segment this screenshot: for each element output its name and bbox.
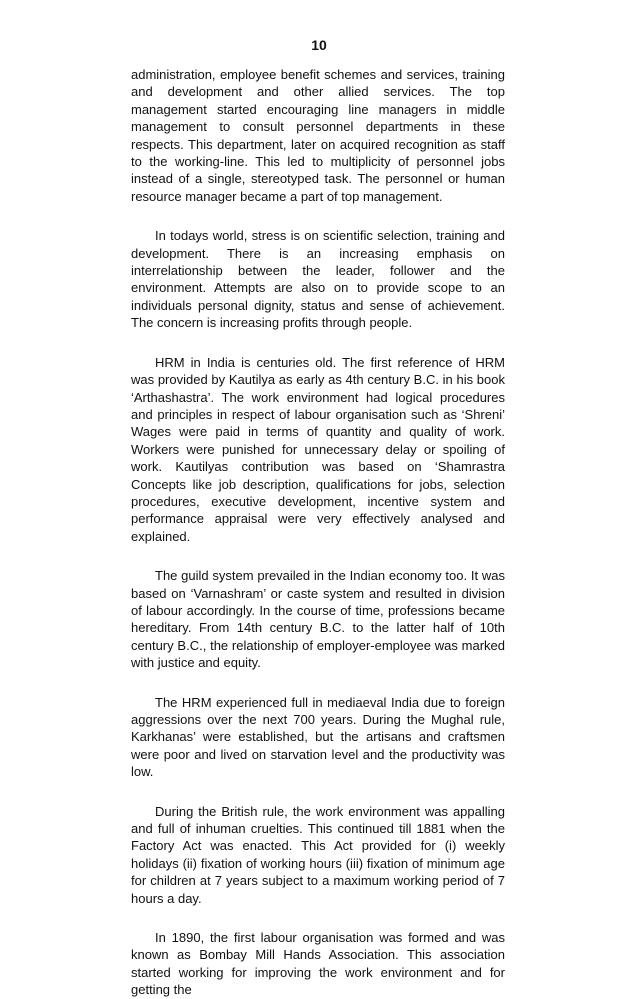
paragraph-guild-system: The guild system prevailed in the Indian economy too. It was based on ‘Varnashram’ or caste system and resulted in division of labour accordingly. In the course of time, professions became hereditary. From 14th century B.C. to the latter half of 10th century B.C., the relationship of employer-employee was marked with justice and equity.	[131, 568, 505, 671]
paragraph-labour-organisation: In 1890, the first labour organisation was formed and was known as Bombay Mill Hands Association. This association started working for improving the work environment and for getting the	[131, 930, 505, 998]
paragraph-todays-world: In todays world, stress is on scientific selection, training and development. There is an increasing emphasis on interrelationship between the leader, follower and the environment. Attempts are also on to provide scope to an individuals personal dignity, status and sense of achievement. The concern is increasing profits through people.	[131, 228, 505, 331]
page-body	[131, 66, 505, 999]
paragraph-hrm-in-india: HRM in India is centuries old. The first reference of HRM was provided by Kautilya as early as 4th century B.C. in his book ‘Arthashastra’. The work environment had logical procedures and principles in respect of labour organisation such as ‘Shreni’ Wages were paid in terms of quantity and quality of work. Workers were punished for unnecessary delay or spoiling of work. Kautilyas contribution was based on ‘Shamrastra Concepts like job description, qualifications for jobs, selection procedures, executive development, incentive system and performance appraisal were very effectively analysed and explained.	[131, 354, 505, 544]
paragraph-british-rule: During the British rule, the work environment was appalling and full of inhuman cruelties. This continued till 1881 when the Factory Act was enacted. This Act provided for (i) weekly holidays (ii) fixation of working hours (iii) fixation of minimum age for children at 7 years subject to a maximum working period of 7 hours a day.	[131, 803, 505, 906]
paragraph-personnel-department: administration, employee benefit schemes and services, training and development and other allied services. The top management started encouraging line managers in middle management to consult personnel departments in these respects. This department, later on acquired recognition as staff to the working-line. This led to multiplicity of personnel jobs instead of a single, stereotyped task. The personnel or human resource manager became a part of top management.	[131, 67, 505, 204]
page-number: 10	[311, 37, 327, 53]
paragraph-mediaeval-india: The HRM experienced full in mediaeval India due to foreign aggressions over the next 700 years. During the Mughal rule, Karkhanas’ were established, but the artisans and craftsmen were poor and lived on starvation level and the productivity was low.	[131, 694, 505, 780]
